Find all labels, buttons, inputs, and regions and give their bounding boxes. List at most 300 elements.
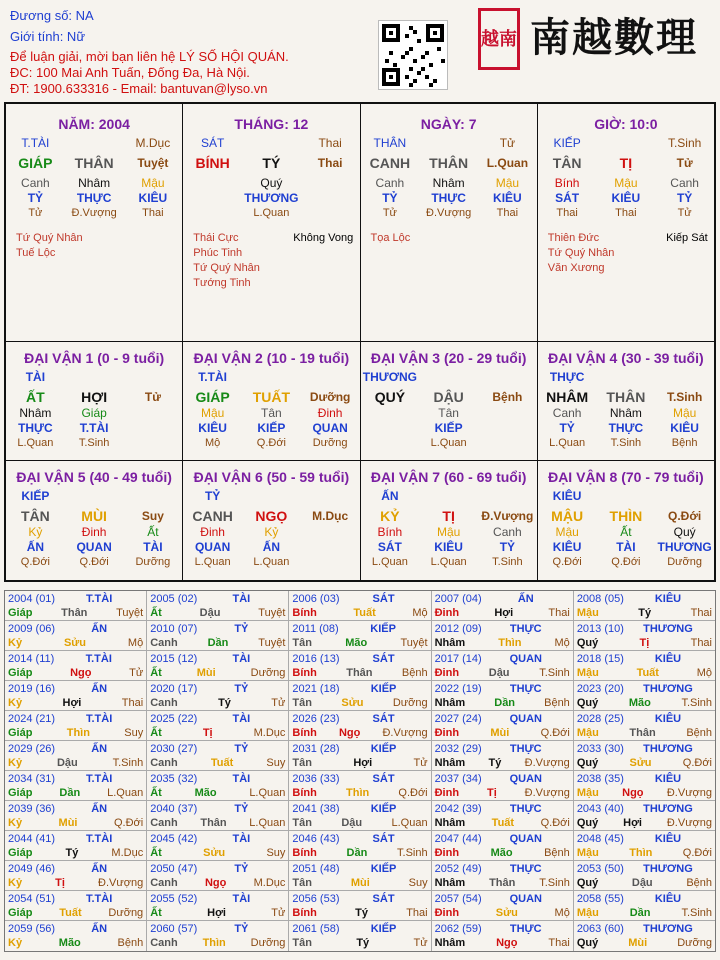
year-row [5,741,715,771]
year-cell [574,861,715,890]
year-can: Quý [576,637,599,649]
dai-van-god-pad [419,370,478,385]
year-can: Giáp [8,607,33,619]
year-god: ẤN [91,683,108,695]
dai-van-god-line [6,489,182,504]
hidden-state: T.Sinh [78,437,110,449]
pillar-god-right: Tử [499,136,516,150]
qr-module [385,59,389,63]
year-bottom-line [435,756,570,770]
hidden-state: Q.Đới [256,437,286,449]
hidden-stem: Mậu [495,176,520,190]
year-god: TỶ [234,683,249,695]
year-label: 2046 (43) [292,833,340,845]
year-truong-sinh: Mộ [696,667,712,679]
year-top-line [150,712,285,726]
year-cell [5,861,147,890]
star-item [193,231,353,246]
year-chi: Hợi [62,697,82,709]
dai-van-god: T.TÀI [198,370,227,384]
dai-van-cell [361,461,538,580]
year-row [5,891,715,921]
year-bottom-line [577,726,712,740]
year-top-line [577,652,712,666]
year-truong-sinh: T.Sinh [539,667,570,679]
hidden-god: ẤN [262,540,281,554]
qr-module [413,59,417,63]
year-chi: Tý [218,697,231,709]
year-god: SÁT [372,833,395,845]
year-truong-sinh: T.Sinh [539,877,570,889]
dai-van-cell [361,342,538,460]
year-top-line [150,592,285,606]
pillar-gods-line [6,136,182,151]
year-cell [574,801,715,830]
hidden-stem: Mậu [614,176,638,190]
qr-module [441,59,445,63]
year-can: Tân [292,937,312,949]
year-bottom-line [8,936,143,950]
year-can: Tân [292,757,312,769]
hidden-stem: Nhâm [432,176,465,190]
qr-module [429,63,433,67]
dai-van-truong-sinh: Suy [141,509,164,523]
year-can: Đinh [434,667,460,679]
hidden-state: Thai [615,207,637,219]
pillar-chi: THÂN [74,155,114,171]
year-top-line [150,622,285,636]
hidden-stem: Ất [147,525,159,539]
hidden-state: Thai [496,207,519,219]
dai-van-hidden-god-line [6,540,182,555]
year-cell [5,681,147,710]
year-god: KIẾP [370,623,396,635]
dai-van-god-line [538,370,714,385]
year-chi: Tuất [353,607,376,619]
year-truong-sinh: Q.Đới [682,847,712,859]
hidden-god: QUAN [312,421,348,435]
year-bottom-line [150,936,285,950]
year-god: TÀI [232,833,251,845]
year-label: 2026 (23) [292,713,340,725]
year-truong-sinh: Dưỡng [677,937,712,949]
year-truong-sinh: Thai [690,607,712,619]
year-label: 2008 (05) [576,593,624,605]
pillar-truong-sinh: Tuyệt [137,156,169,170]
year-top-line [150,682,285,696]
year-cell [289,591,431,620]
year-chi: Dậu [341,817,363,829]
year-label: 2035 (32) [150,773,198,785]
hidden-state: Thai [556,207,578,219]
year-truong-sinh: Đ.Vượng [98,877,144,889]
year-chi: Sửu [341,697,364,709]
year-truong-sinh: Bệnh [686,877,713,889]
year-label: 2013 (10) [576,623,624,635]
year-truong-sinh: Q.Đới [398,787,428,799]
star-item: Văn Xương [547,262,605,274]
year-label: 2025 (22) [150,713,198,725]
year-label: 2036 (33) [292,773,340,785]
year-can: Ất [150,847,162,859]
dai-van-truong-sinh: Tử [144,390,161,404]
qr-module [405,34,409,38]
year-bottom-line [435,906,570,920]
dai-van-hidden-state-line [183,436,359,451]
year-top-line [150,652,285,666]
star-item: Tuế Lộc [16,247,56,259]
year-top-line [8,712,143,726]
year-top-line [8,862,143,876]
year-top-line [577,622,712,636]
dai-van-chi: THÂN [606,389,646,405]
year-bottom-line [577,906,712,920]
year-bottom-line [292,606,427,620]
dai-van-god-line [361,370,537,385]
hidden-stem: Bính [377,525,403,539]
year-top-line [577,922,712,936]
hidden-god: SÁT [555,191,580,205]
hidden-stem: Mậu [672,406,697,420]
year-bottom-line [577,816,712,830]
year-truong-sinh: Q.Đới [540,727,570,739]
dai-van-god-line [538,489,714,504]
pillar-god-right: Thai [318,136,342,150]
year-chi: Sửu [203,847,226,859]
year-label: 2042 (39) [434,803,482,815]
dai-van-hidden-stem-line [183,406,359,421]
year-chi: Thìn [346,787,370,799]
pillar-stars [16,231,176,261]
dai-van-hidden-state-line [6,555,182,570]
year-cell [432,771,574,800]
year-chi: Ngọ [70,667,92,679]
pillar-can-chi-line [361,154,537,172]
year-label: 2007 (04) [434,593,482,605]
year-god: SÁT [372,773,395,785]
year-bottom-line [577,636,712,650]
year-top-line [435,682,570,696]
dai-van-can-chi-line [6,507,182,525]
year-can: Tân [292,817,312,829]
dai-van-title: ĐẠI VẬN 7 (60 - 69 tuổi) [370,469,527,485]
year-god: QUAN [509,893,542,905]
year-can: Bính [292,607,317,619]
qr-module [405,51,409,55]
year-label: 2022 (19) [434,683,482,695]
year-bottom-line [8,696,143,710]
year-chi: Mùi [490,727,510,739]
year-truong-sinh: Dưỡng [108,907,144,919]
pillar-hidden-state-line [361,206,537,221]
year-cell [432,591,574,620]
dai-van-hidden-state-line [183,555,359,570]
gender: Giới tính: Nữ [10,29,86,44]
year-top-line [577,772,712,786]
year-top-line [292,742,427,756]
hidden-state: Thai [142,207,164,219]
year-can: Nhâm [434,757,466,769]
dai-van-god: THƯƠNG [362,370,417,384]
dai-van-god: TÀI [25,370,46,384]
pillar-hidden-god-line [361,191,537,206]
year-bottom-line [292,666,427,680]
pillar-hidden-god-line [6,191,182,206]
year-can: Nhâm [434,637,466,649]
hidden-stem: Bính [554,176,580,190]
star-item: Tứ Quý Nhân [547,247,615,259]
hidden-stem: Quý [260,176,283,190]
dai-van-can-chi-line [538,507,714,525]
year-cell [432,741,574,770]
year-chi: Dần [346,847,368,859]
contact-line-1: Để luận giải, mời bạn liên hệ LÝ SỐ HỘI QUÁN. [10,49,289,64]
year-chi: Thân [489,877,516,889]
year-god: THƯƠNG [643,743,693,755]
year-label: 2041 (38) [292,803,340,815]
hidden-god: T.TÀI [79,421,109,435]
year-label: 2029 (26) [8,743,56,755]
hidden-stem: Nhâm [78,176,111,190]
year-can: Mậu [576,607,599,619]
dai-van-title: ĐẠI VẬN 3 (20 - 29 tuổi) [370,350,527,366]
year-cell [432,891,574,920]
year-chi: Mão [490,847,513,859]
pillar-truong-sinh: L.Quan [486,156,529,170]
year-label: 2015 (12) [150,653,198,665]
hidden-stem: Kỷ [28,525,43,539]
year-chi: Tuất [636,667,659,679]
year-cell [5,921,147,951]
dai-van-title: ĐẠI VẬN 2 (10 - 19 tuổi) [193,350,350,366]
year-label: 2006 (03) [292,593,340,605]
dai-van-cell [6,342,183,460]
dai-van-god-pad [65,489,124,504]
year-cell [289,771,431,800]
year-can: Bính [292,907,317,919]
year-god: THỰC [509,743,542,755]
year-chi: Mùi [58,817,78,829]
year-chi: Dần [59,787,81,799]
star-item-right: Kiếp Sát [666,232,708,244]
year-cell [147,591,289,620]
year-top-line [8,682,143,696]
year-top-line [435,832,570,846]
year-top-line [292,892,427,906]
year-bottom-line [435,786,570,800]
year-label: 2053 (50) [576,863,624,875]
hidden-stem: Nhâm [19,406,52,420]
year-bottom-line [435,846,570,860]
year-truong-sinh: Dưỡng [250,667,286,679]
year-god: T.TÀI [85,653,112,665]
year-top-line [577,892,712,906]
year-can: Nhâm [434,697,466,709]
year-bottom-line [150,816,285,830]
year-label: 2058 (55) [576,893,624,905]
year-truong-sinh: L.Quan [249,787,286,799]
year-label: 2048 (45) [576,833,624,845]
year-top-line [435,802,570,816]
year-cell [289,861,431,890]
year-cell [5,831,147,860]
star-item [548,231,708,246]
dai-van-chi: DẬU [433,389,464,405]
year-label: 2009 (06) [8,623,56,635]
year-bottom-line [8,816,143,830]
year-chi: Thân [61,607,88,619]
year-chi: Tị [639,637,650,649]
year-god: THƯƠNG [643,863,693,875]
hidden-god: KIÊU [198,421,227,435]
year-chi: Tuất [491,817,515,829]
year-bottom-line [8,636,143,650]
year-top-line [150,892,285,906]
dai-van-god-pad [655,489,714,504]
pillar-gods-line [183,136,359,151]
year-chi: Mùi [628,937,648,949]
year-can: Nhâm [434,817,466,829]
year-can: Ất [150,667,162,679]
year-chi: Thìn [498,637,522,649]
qr-module [389,51,393,55]
year-truong-sinh: T.Sinh [112,757,144,769]
year-label: 2054 (51) [8,893,56,905]
year-cell [289,621,431,650]
hidden-state: L.Quan [430,556,467,568]
year-truong-sinh: Bệnh [544,847,570,859]
pillar-title: THÁNG: 12 [234,116,309,132]
year-god: SÁT [372,893,395,905]
hidden-stem [183,176,242,191]
year-bottom-line [292,696,427,710]
star-item: Tướng Tinh [193,277,251,289]
hidden-state: Tử [382,207,397,219]
dai-van-chi: NGỌ [255,508,288,524]
year-chi: Dậu [488,667,510,679]
dai-van-god-pad [124,370,183,385]
qr-module [405,75,409,79]
chart-grid [4,102,716,582]
year-top-line [292,592,427,606]
dai-van-god-line [183,370,359,385]
year-label: 2004 (01) [8,593,56,605]
year-label: 2060 (57) [150,923,198,935]
year-top-line [435,922,570,936]
year-god: KIẾP [370,743,397,755]
year-truong-sinh: M.Dục [253,727,286,739]
dai-van-god-pad [597,370,656,385]
pillar-cell [538,104,714,341]
year-label: 2045 (42) [150,833,198,845]
hidden-god: KIÊU [670,421,699,435]
pillar-god-left: KIẾP [553,136,581,150]
year-chi: Sửu [495,907,518,919]
year-god: T.TÀI [86,593,113,605]
year-truong-sinh: Tử [129,667,144,679]
year-truong-sinh: Suy [266,847,286,859]
hidden-god: TỶ [382,191,398,205]
year-chi: Tý [638,607,652,619]
year-cell [289,651,431,680]
year-top-line [8,592,143,606]
year-truong-sinh: L.Quan [107,787,144,799]
year-cell [574,591,715,620]
hidden-stem [301,525,360,540]
dai-van-hidden-god-line [183,540,359,555]
dai-van-title: ĐẠI VẬN 1 (0 - 9 tuổi) [24,350,165,366]
year-top-line [8,742,143,756]
red-seal-stamp: 越南 [478,8,520,70]
pillar-hidden-god-line [183,191,359,206]
hidden-god [124,421,183,436]
year-chi: Tý [355,907,368,919]
year-chi: Hợi [494,607,514,619]
year-chi: Ngọ [622,787,644,799]
hidden-stem: Tân [438,406,459,420]
year-god: THƯƠNG [643,803,693,815]
year-top-line [150,802,285,816]
pillar-title: NGÀY: 7 [420,116,477,132]
year-truong-sinh: Bệnh [117,937,144,949]
dai-van-cell [538,342,714,460]
dai-van-cell [538,461,714,580]
year-cell [5,651,147,680]
year-top-line [150,862,285,876]
dai-van-chi: HỢI [81,389,108,405]
hidden-stem: Canh [552,406,582,420]
year-truong-sinh: Mộ [554,907,570,919]
dai-van-god-pad [478,489,537,504]
star-item: Tứ Quý Nhân [193,262,260,274]
hidden-state: L.Quan [194,556,231,568]
hidden-god: TỶ [27,191,44,205]
year-god: KIẾP [370,803,397,815]
year-label: 2047 (44) [434,833,482,845]
hidden-state [124,436,183,451]
hidden-god: THỰC [431,191,466,205]
qr-code[interactable] [378,20,448,90]
year-bottom-line [292,876,427,890]
year-truong-sinh: Mộ [554,637,570,649]
year-row [5,831,715,861]
pillar-can-chi-line [538,154,714,172]
year-cell [289,921,431,951]
year-can: Quý [576,697,599,709]
hidden-state: Bệnh [671,437,698,449]
pillar-can-chi-line [6,154,182,172]
qr-module [421,55,425,59]
year-truong-sinh: Tử [271,697,286,709]
year-label: 2027 (24) [434,713,482,725]
year-top-line [8,892,143,906]
year-can: Tân [292,637,312,649]
qr-module [393,63,397,67]
year-god: ẤN [517,593,534,605]
hidden-god [301,191,360,206]
year-row [5,651,715,681]
qr-module [421,67,425,71]
year-label: 2043 (40) [576,803,624,815]
year-label: 2061 (58) [292,923,340,935]
pillar-can: BÍNH [195,155,230,171]
year-god: THỰC [509,923,542,935]
year-truong-sinh: Q.Đới [540,817,570,829]
hidden-state: Q.Đới [79,556,109,568]
hidden-god [183,191,242,206]
year-top-line [435,622,570,636]
year-cell [147,651,289,680]
